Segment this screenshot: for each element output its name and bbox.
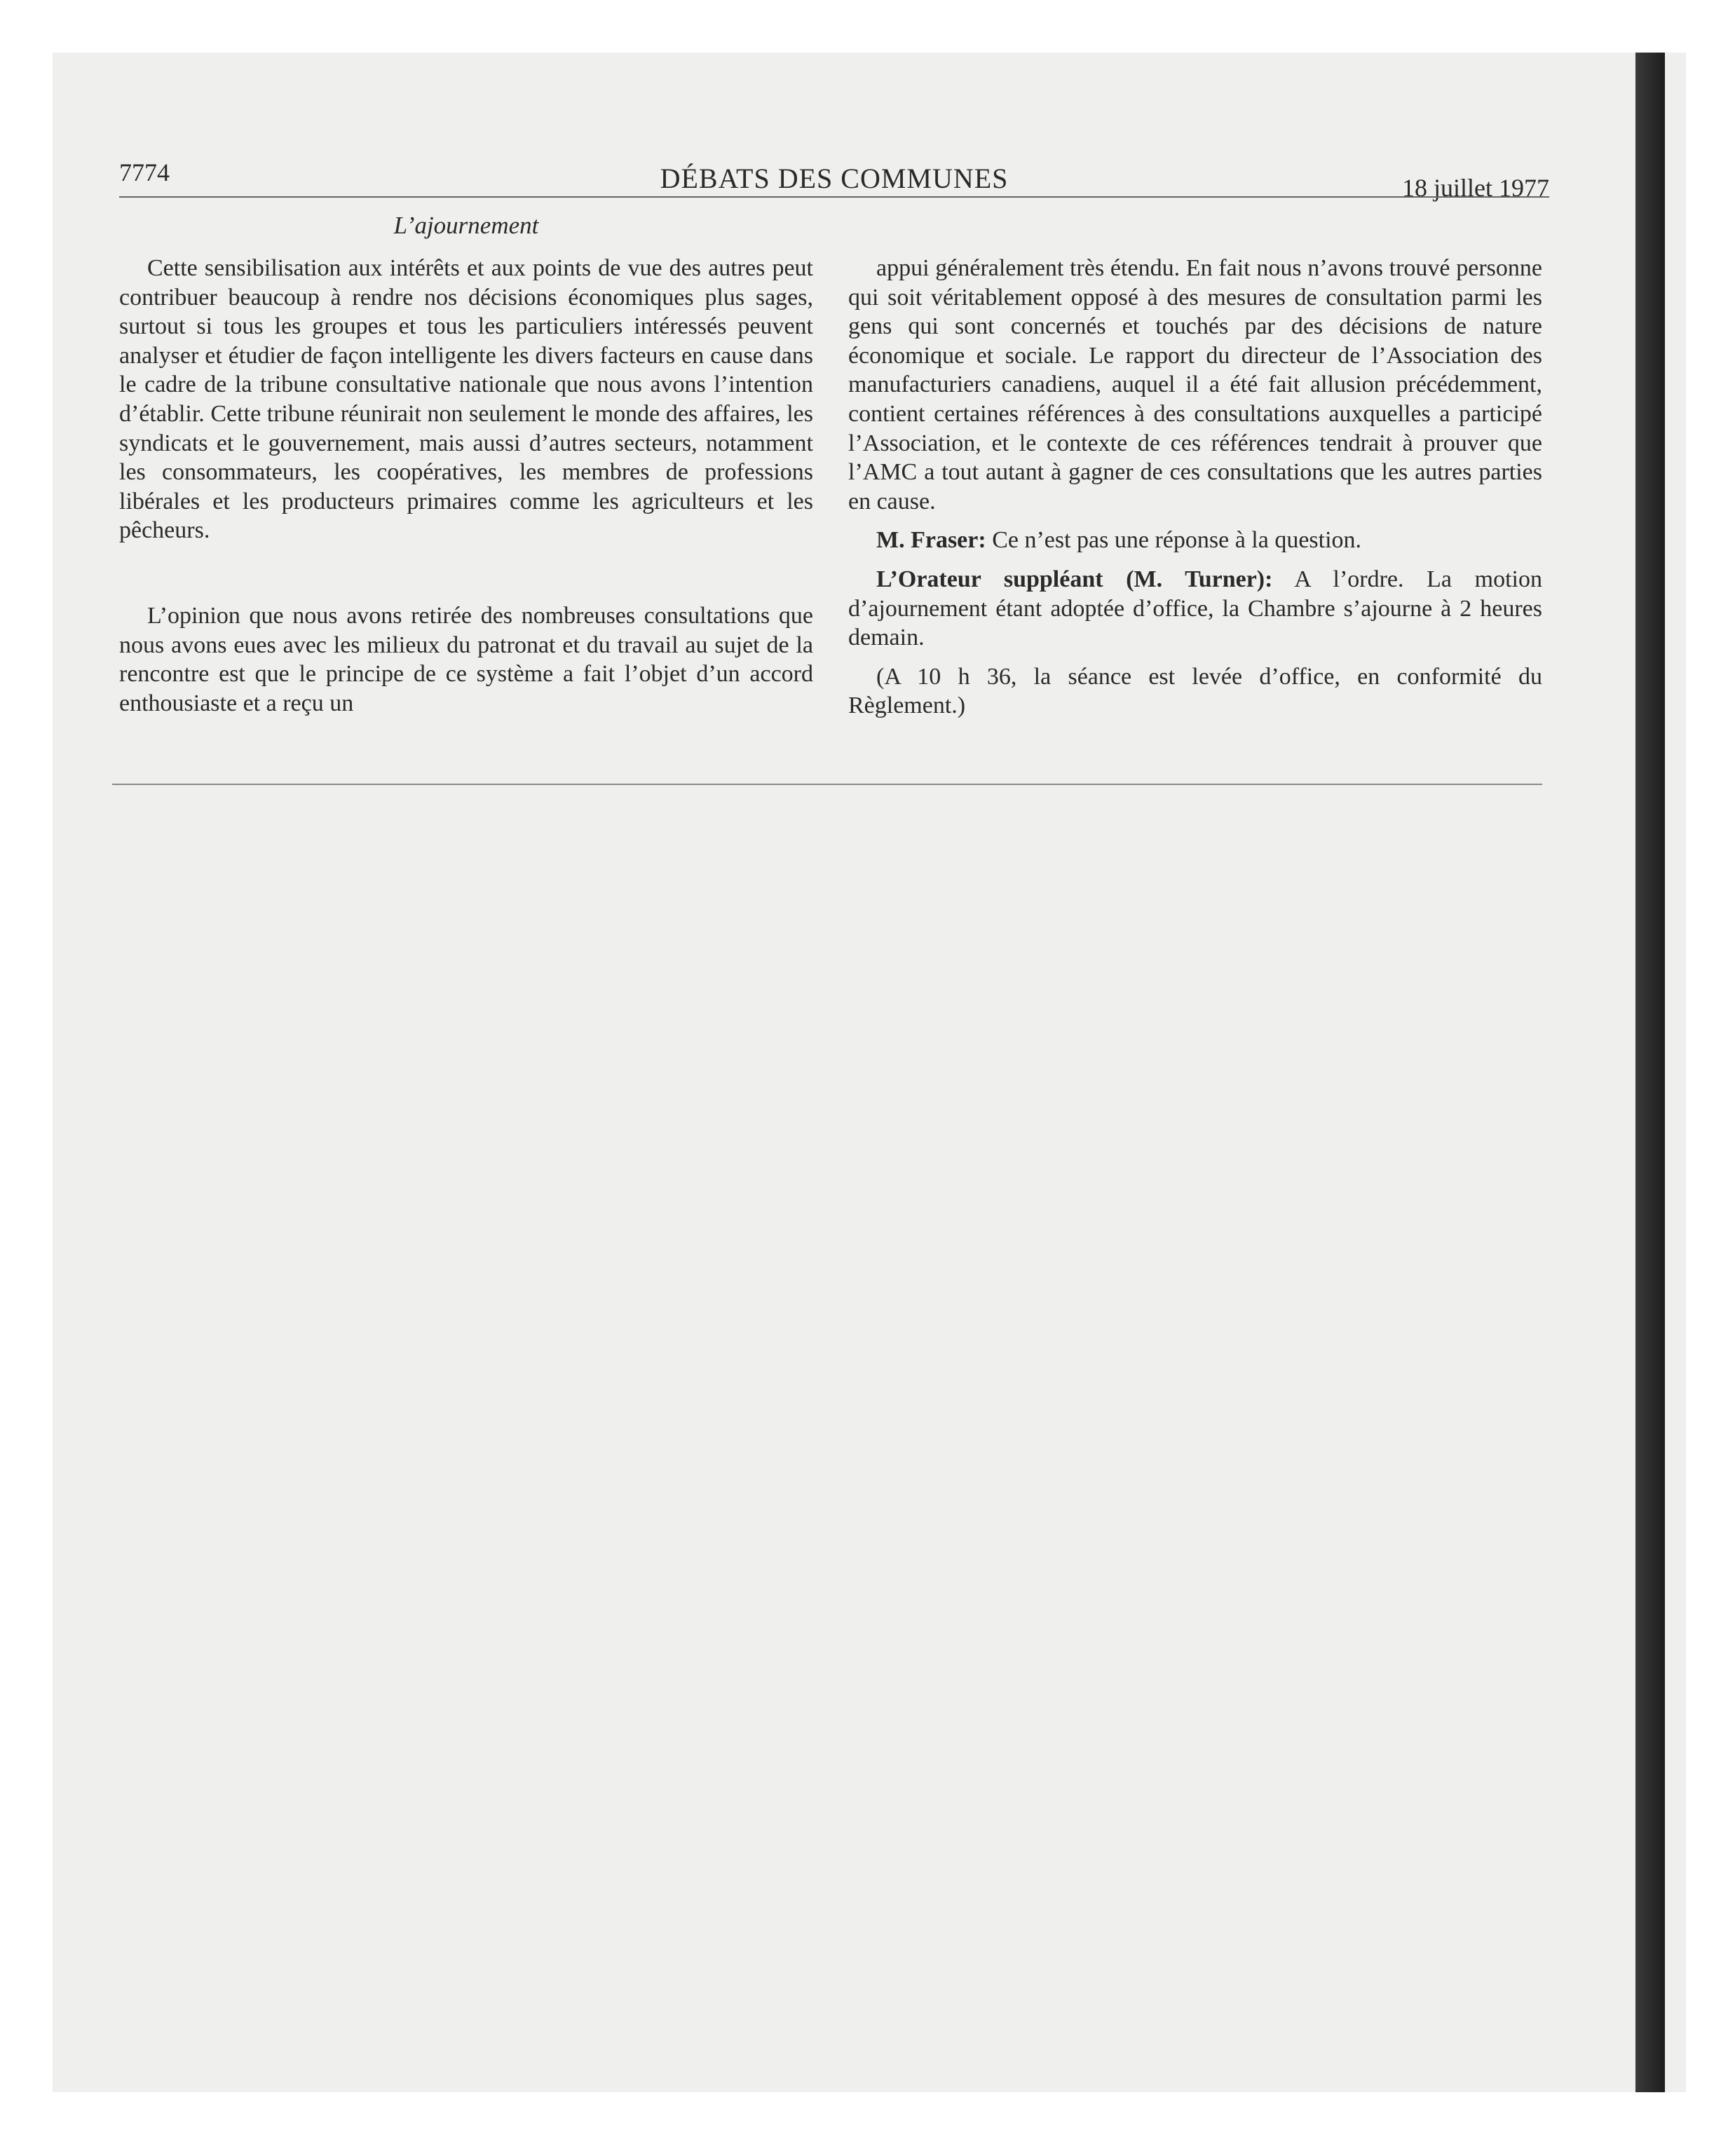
- speech-acting-speaker: [848, 565, 1542, 653]
- scan-edge-shadow: [1635, 53, 1665, 2092]
- speaker-name: M. Fraser:: [876, 527, 986, 554]
- header-date: 18 juillet 1977: [1402, 174, 1549, 202]
- page-header: [119, 158, 1549, 207]
- left-paragraph-2: L’opinion que nous avons retirée des nombreuses consultations que nous avons eues avec les milieux du patronat et du travail au sujet de la rencontre est que le principe de ce système a fait l’objet d’un accord enthousiaste et a reçu un: [119, 602, 813, 716]
- speech-text: A l’ordre. La motion d’ajournement étant adoptée d’office, la Chambre s’ajourne à 2 heures demain.: [848, 566, 1542, 651]
- page-number: 7774: [119, 158, 170, 186]
- closing-note: (A 10 h 36, la séance est levée d’office, en conformité du Règlement.): [848, 663, 1542, 719]
- speaker-name: L’Orateur suppléant (M. Turner):: [876, 566, 1273, 592]
- section-title: L’ajournement: [393, 212, 539, 239]
- left-column: [119, 254, 813, 718]
- left-paragraph-1: Cette sensibilisation aux intérêts et aux points de vue des autres peut contribuer beaucoup à rendre nos décisions économiques plus sages, surtout si tous les groupes et tous les particuliers intéressés peuvent analyser et étudier de façon intelligente les divers facteurs en cause dans le cadre de la tribune consultative nationale que nous avons l’intention d’établir. Cette tribune réunirait non seulement le monde des affaires, les syndicats et le gouvernement, mais aussi d’autres secteurs, notamment les consommateurs, les coopératives, les membres de professions libérales et les producteurs primaires comme les agriculteurs et les pêcheurs.: [119, 255, 813, 544]
- right-column: [848, 254, 1542, 721]
- speech-text: Ce n’est pas une réponse à la question.: [992, 527, 1362, 554]
- speech-fraser: [848, 526, 1542, 555]
- bottom-divider: [112, 784, 1542, 785]
- journal-title: DÉBATS DES COMMUNES: [660, 163, 1009, 194]
- header-divider: [119, 196, 1549, 198]
- right-paragraph-1: appui généralement très étendu. En fait nous n’avons trouvé personne qui soit véritablement opposé à des mesures de consultation parmi les gens qui sont concernés et touchés par des décisions de nature économique et sociale. Le rapport du directeur de l’Association des manufacturiers canadiens, auquel il a été fait allusion précédemment, contient certaines références à des consultations auxquelles a participé l’Association, et le contexte de ces références tendrait à prouver que l’AMC a tout autant à gagner de ces consultations que les autres parties en cause.: [848, 255, 1542, 514]
